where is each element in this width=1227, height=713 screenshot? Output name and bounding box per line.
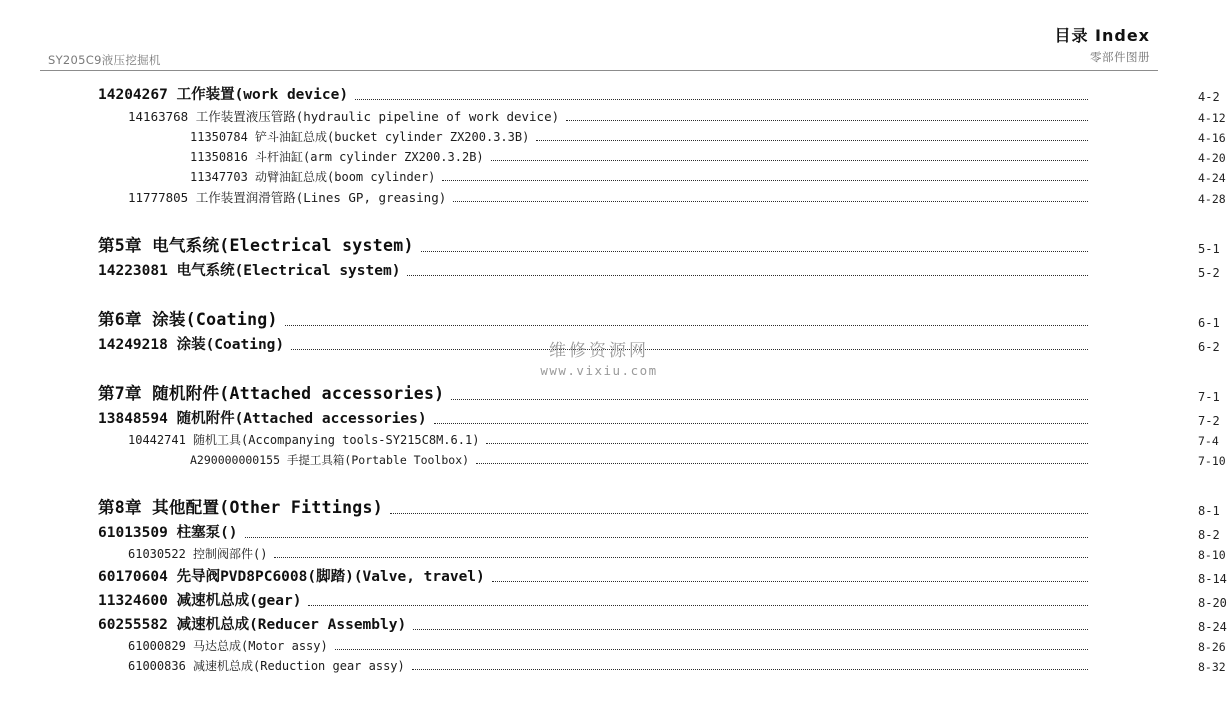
toc-entry-page-number: 7-2 xyxy=(1198,414,1220,428)
toc-entry-row[interactable] xyxy=(0,586,1227,610)
toc-entry-page-number: 8-10 xyxy=(1198,548,1226,562)
toc-entry-label: 11350816 斗杆油缸(arm cylinder ZX200.3.2B) xyxy=(190,150,484,164)
toc-entry-page-number: 5-1 xyxy=(1198,242,1220,256)
section-spacer xyxy=(0,206,1198,230)
toc-entry-row[interactable] xyxy=(0,634,1226,654)
section-spacer xyxy=(0,354,1198,378)
toc-entry-page-number: 4-20 xyxy=(1198,151,1226,165)
toc-entry-row[interactable] xyxy=(0,562,1227,586)
toc-entry-row[interactable] xyxy=(0,165,1226,185)
toc-entry-label: 60255582 减速机总成(Reducer Assembly) xyxy=(98,617,407,633)
toc-entry-row[interactable] xyxy=(0,518,1220,542)
table-of-contents xyxy=(0,80,1227,674)
toc-entry-label: 11777805 工作装置润滑管路(Lines GP, greasing) xyxy=(128,190,447,205)
toc-leader-dots xyxy=(308,605,1088,606)
page-header xyxy=(0,0,1198,72)
toc-entry-page-number: 8-32 xyxy=(1198,660,1226,674)
toc-entry-row[interactable] xyxy=(0,80,1220,104)
toc-entry-page-number: 8-26 xyxy=(1198,640,1226,654)
toc-leader-dots xyxy=(536,140,1088,141)
toc-entry-page-number: 4-2 xyxy=(1198,90,1220,104)
toc-entry-label: 第7章 随机附件(Attached accessories) xyxy=(98,384,445,403)
toc-leader-dots xyxy=(476,463,1088,464)
toc-chapter-row[interactable] xyxy=(0,492,1220,518)
toc-entry-row[interactable] xyxy=(0,330,1220,354)
toc-entry-row[interactable] xyxy=(0,542,1226,562)
toc-entry-label: 61030522 控制阀部件() xyxy=(128,547,268,561)
toc-entry-row[interactable] xyxy=(0,145,1226,165)
toc-leader-dots xyxy=(486,443,1088,444)
section-spacer xyxy=(0,280,1198,304)
toc-entry-label: 60170604 先导阀PVD8PC6008(脚踏)(Valve, travel) xyxy=(98,569,485,585)
toc-entry-page-number: 8-1 xyxy=(1198,504,1220,518)
watermark-line-1: 维修资源网 xyxy=(549,341,649,361)
toc-entry-page-number: 4-16 xyxy=(1198,131,1226,145)
toc-leader-dots xyxy=(442,180,1088,181)
toc-entry-row[interactable] xyxy=(0,428,1219,448)
toc-entry-row[interactable] xyxy=(0,125,1226,145)
toc-entry-label: 14249218 涂装(Coating) xyxy=(98,337,285,353)
toc-entry-label: A290000000155 手提工具箱(Portable Toolbox) xyxy=(190,453,470,467)
toc-chapter-row[interactable] xyxy=(0,378,1220,404)
section-spacer xyxy=(0,468,1198,492)
page-title: 目录 Index xyxy=(1054,26,1150,45)
toc-entry-page-number: 8-2 xyxy=(1198,528,1220,542)
toc-entry-row[interactable] xyxy=(0,104,1226,125)
toc-entry-page-number: 7-4 xyxy=(1198,434,1219,448)
toc-leader-dots xyxy=(274,557,1088,558)
toc-leader-dots xyxy=(434,423,1088,424)
toc-entry-row[interactable] xyxy=(0,448,1226,468)
toc-entry-row[interactable] xyxy=(0,404,1220,428)
header-right-block xyxy=(1054,26,1150,65)
toc-entry-row[interactable] xyxy=(0,185,1226,206)
toc-entry-page-number: 4-24 xyxy=(1198,171,1226,185)
toc-entry-page-number: 8-24 xyxy=(1198,620,1227,634)
toc-leader-dots xyxy=(245,537,1088,538)
toc-leader-dots xyxy=(566,120,1088,121)
toc-entry-label: 61000829 马达总成(Motor assy) xyxy=(128,639,328,653)
toc-leader-dots xyxy=(335,649,1088,650)
toc-entry-label: 61013509 柱塞泵() xyxy=(98,525,238,541)
toc-entry-page-number: 4-12 xyxy=(1198,111,1226,125)
toc-leader-dots xyxy=(407,275,1088,276)
toc-leader-dots xyxy=(291,349,1088,350)
toc-entry-page-number: 8-20 xyxy=(1198,596,1227,610)
toc-leader-dots xyxy=(285,325,1088,326)
toc-entry-label: 14223081 电气系统(Electrical system) xyxy=(98,263,401,279)
toc-entry-row[interactable] xyxy=(0,610,1227,634)
toc-entry-page-number: 7-1 xyxy=(1198,390,1220,404)
toc-chapter-row[interactable] xyxy=(0,304,1220,330)
toc-entry-label: 11347703 动臂油缸总成(boom cylinder) xyxy=(190,170,436,184)
toc-entry-label: 第5章 电气系统(Electrical system) xyxy=(98,236,414,255)
toc-entry-label: 14204267 工作装置(work device) xyxy=(98,87,349,103)
toc-leader-dots xyxy=(413,629,1088,630)
toc-entry-page-number: 7-10 xyxy=(1198,454,1226,468)
toc-entry-label: 14163768 工作装置液压管路(hydraulic pipeline of work device) xyxy=(128,109,560,124)
toc-entry-page-number: 6-2 xyxy=(1198,340,1220,354)
toc-entry-page-number: 6-1 xyxy=(1198,316,1220,330)
toc-entry-label: 61000836 减速机总成(Reduction gear assy) xyxy=(128,659,405,673)
toc-leader-dots xyxy=(421,251,1088,252)
toc-entry-label: 11324600 减速机总成(gear) xyxy=(98,593,302,609)
toc-entry-page-number: 8-14 xyxy=(1198,572,1227,586)
toc-leader-dots xyxy=(390,513,1088,514)
toc-leader-dots xyxy=(492,581,1088,582)
toc-entry-page-number: 5-2 xyxy=(1198,266,1220,280)
toc-leader-dots xyxy=(412,669,1088,670)
toc-entry-row[interactable] xyxy=(0,654,1226,674)
toc-chapter-row[interactable] xyxy=(0,230,1220,256)
toc-leader-dots xyxy=(451,399,1088,400)
toc-entry-page-number: 4-28 xyxy=(1198,192,1226,206)
toc-leader-dots xyxy=(491,160,1088,161)
toc-entry-label: 第8章 其他配置(Other Fittings) xyxy=(98,498,384,517)
toc-entry-label: 第6章 涂装(Coating) xyxy=(98,310,278,329)
toc-leader-dots xyxy=(453,201,1088,202)
toc-entry-row[interactable] xyxy=(0,256,1220,280)
header-model-label: SY205C9液压挖掘机 xyxy=(48,53,161,67)
toc-entry-label: 11350784 铲斗油缸总成(bucket cylinder ZX200.3.3B) xyxy=(190,130,530,144)
watermark-line-2: www.vixiu.com xyxy=(540,363,658,378)
header-divider xyxy=(40,70,1158,71)
header-subtitle: 零部件图册 xyxy=(1090,50,1150,64)
toc-entry-label: 13848594 随机附件(Attached accessories) xyxy=(98,411,427,427)
toc-leader-dots xyxy=(355,99,1088,100)
toc-entry-label: 10442741 随机工具(Accompanying tools-SY215C8M.6.1) xyxy=(128,433,480,447)
